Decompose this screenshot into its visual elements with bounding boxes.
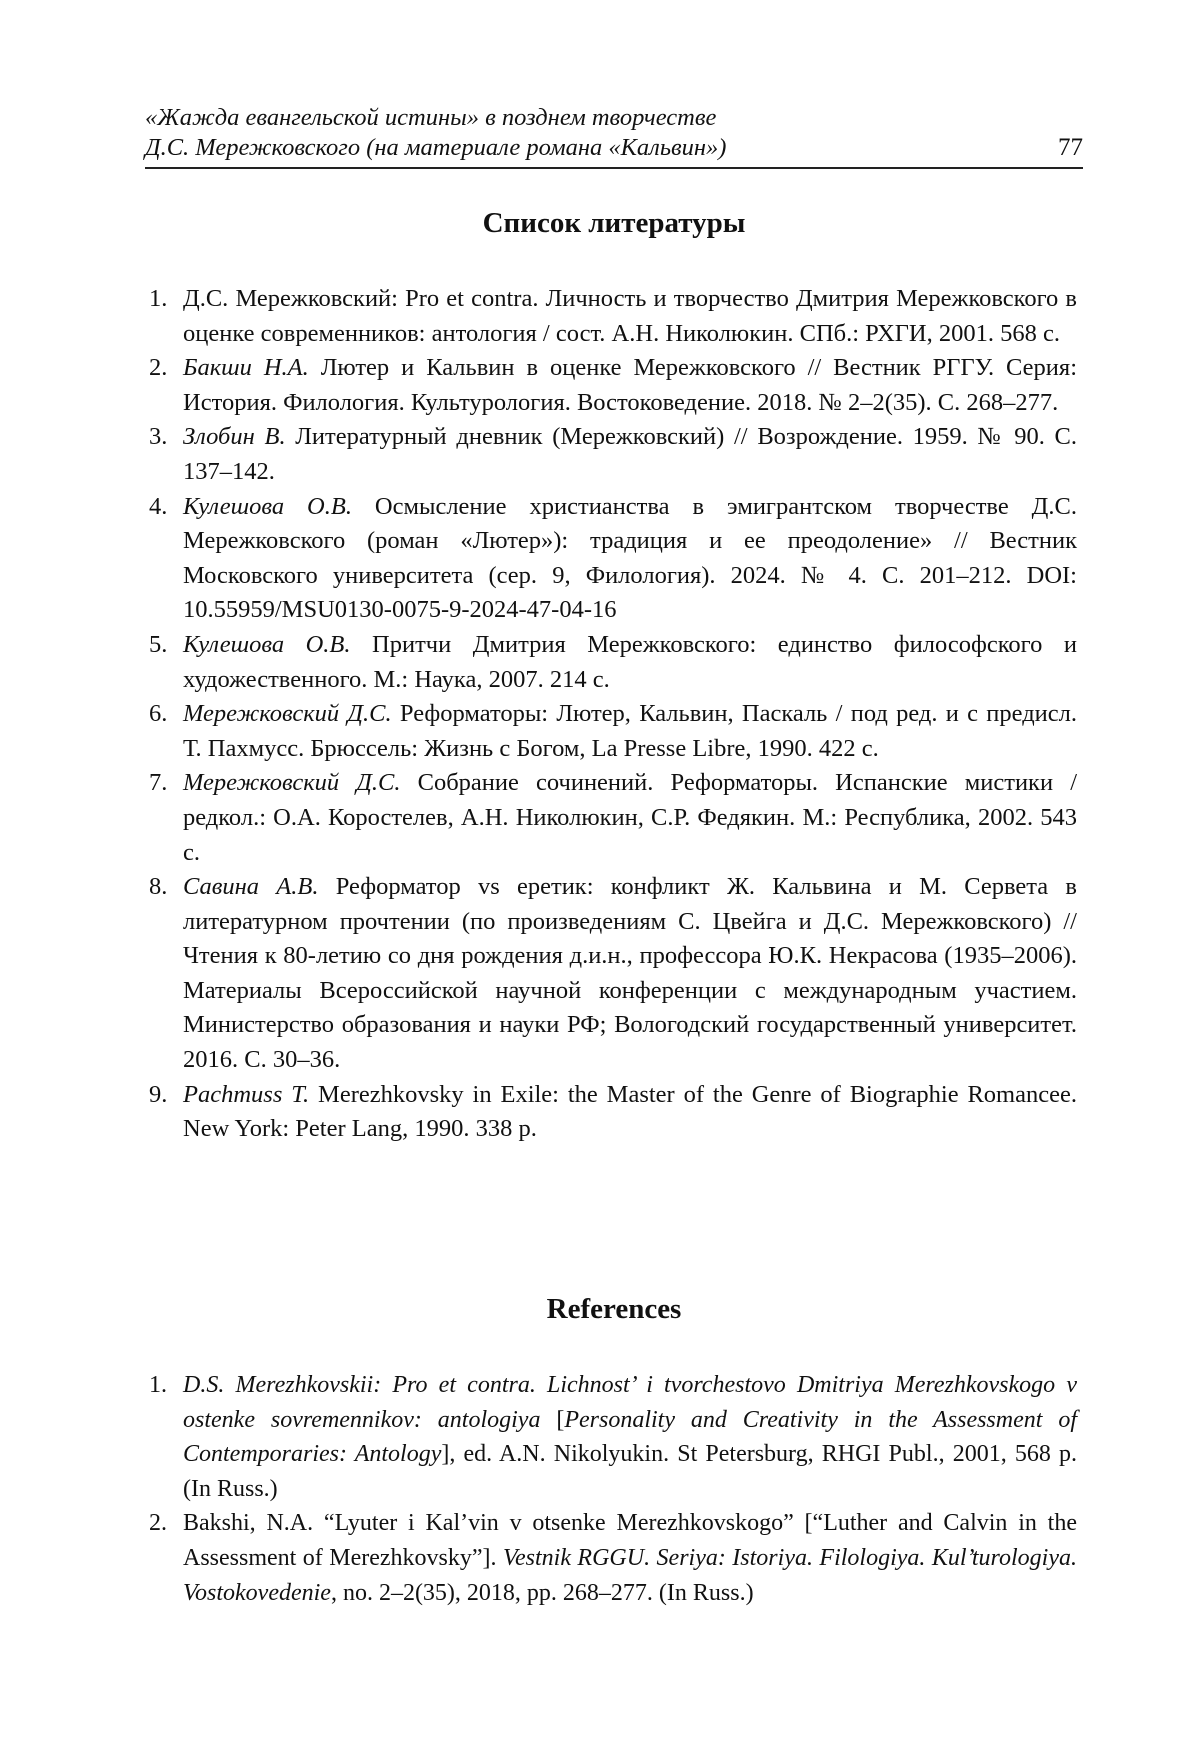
item-text: Д.С. Мережковский: Pro et contra. Личность и творчество Дмитрия Мережковского в оценке современников: антология / сост. А.Н. Николюкин. СПб.: РХГИ, 2001. 568 с. bbox=[183, 285, 1077, 347]
bibliography-list bbox=[145, 282, 1077, 1147]
item-text: Реформатор vs еретик: конфликт Ж. Кальвина и М. Сервета в литературном прочтении (по произведениям С. Цвейга и Д.С. Мережковского) // Чтения к 80-летию со дня рождения д.и.н., профессора Ю.К. Некрасова (1935–2006). Материалы Всероссийской научной конференции с международным участием. Министерство образования и науки РФ; Вологодский государственный университет. 2016. С. 30–36. bbox=[183, 873, 1077, 1074]
item-number: 2. bbox=[149, 354, 168, 382]
bibliography-item bbox=[145, 282, 1077, 351]
item-text: Осмысление христианства в эмигрантском творчестве Д.С. Мережковского (роман «Лютер»): традиция и ее преодоление» // Вестник Московского университета (сер. 9, Филология). 2024. № 4. С. 201–212. DOI: 10.55959/MSU0130-0075-9-2024-47-04-16 bbox=[183, 492, 1077, 624]
item-journal: Vestnik RGGU. Seriya: Istoriya. Filologiya. Kul’turologiya. Vostokovedenie bbox=[183, 1544, 1077, 1606]
item-text: Притчи Дмитрия Мережковского: единство философского и художественного. М.: Наука, 2007. 214 с. bbox=[183, 630, 1077, 693]
references-heading: References bbox=[546, 1293, 682, 1325]
bibliography-item bbox=[145, 1078, 1077, 1147]
item-number: 1. bbox=[149, 1372, 167, 1398]
item-number: 1. bbox=[149, 285, 168, 312]
item-number: 2. bbox=[149, 1510, 167, 1537]
item-text: Лютер и Кальвин в оценке Мережковского // Вестник РГГУ. Серия: История. Филология. Культурология. Востоковедение. 2018. № 2–2(35). С. 268–277. bbox=[183, 354, 1077, 416]
item-number: 9. bbox=[149, 1080, 168, 1108]
item-text: Реформаторы: Лютер, Кальвин, Паскаль / под ред. и с предисл. Т. Пахмусс. Брюссель: Жизнь с Богом, La Presse Libre, 1990. 422 с. bbox=[183, 700, 1078, 762]
item-text: Merezhkovsky in Exile: the Master of the Genre of Biographie Romancee. New York: Peter Lang, 1990. 338 p. bbox=[183, 1080, 1077, 1143]
bibliography-item bbox=[145, 420, 1077, 489]
item-number: 8. bbox=[149, 873, 168, 901]
item-author: Pachmuss T. bbox=[183, 1080, 310, 1108]
item-title: D.S. Merezhkovskii: Pro et contra. Lichnost’ i tvorchestovo Dmitriya Merezhkovskogo v ostenke sovremennikov: antologiya bbox=[183, 1372, 1077, 1433]
reference-item bbox=[145, 1506, 1077, 1610]
item-author: Злобин В. bbox=[183, 423, 286, 451]
bibliography-item bbox=[145, 766, 1077, 870]
running-header-title-line-2: Д.С. Мережковского (на материале романа «Кальвин») bbox=[145, 134, 727, 161]
item-author: Бакши Н.А. bbox=[183, 354, 309, 382]
item-text: Собрание сочинений. Реформаторы. Испанские мистики / редкол.: О.А. Коростелев, А.Н. Николюкин, С.Р. Федякин. М.: Республика, 2002. 543 с. bbox=[183, 769, 1078, 866]
item-author: Кулешова О.В. bbox=[183, 630, 351, 658]
item-number: 6. bbox=[149, 700, 168, 728]
item-author: Мережковский Д.С. bbox=[183, 769, 401, 797]
item-lead: Bakshi, N.A. “Lyuter i Kal’vin v otsenke Merezhkovskogo” [“Luther and Calvin in the Assessment of Merezhkovsky”]. bbox=[183, 1510, 1077, 1571]
page-number: 77 bbox=[1058, 134, 1083, 161]
references-list bbox=[145, 1368, 1077, 1610]
item-text: , no. 2–2(35), 2018, pp. 268–277. (In Russ.) bbox=[330, 1579, 754, 1606]
item-text: ], ed. A.N. Nikolyukin. St Petersburg, RHGI Publ., 2001, 568 p. (In Russ.) bbox=[183, 1441, 1077, 1502]
item-number: 5. bbox=[149, 630, 168, 658]
running-header-title-line-1: «Жажда евангельской истины» в позднем творчестве bbox=[145, 104, 717, 131]
bibliography-heading: Список литературы bbox=[482, 207, 746, 239]
bibliography-item bbox=[145, 697, 1077, 766]
item-author: Мережковский Д.С. bbox=[183, 700, 392, 728]
bibliography-item bbox=[145, 628, 1077, 697]
item-bracket: [ bbox=[540, 1406, 565, 1433]
bibliography-item bbox=[145, 490, 1077, 628]
item-text: Литературный дневник (Мережковский) // Возрождение. 1959. № 90. С. 137–142. bbox=[183, 423, 1078, 485]
running-header bbox=[145, 103, 1083, 169]
reference-item bbox=[145, 1368, 1077, 1506]
bibliography-item bbox=[145, 870, 1077, 1078]
item-number: 3. bbox=[149, 423, 168, 451]
item-author: Савина А.В. bbox=[183, 873, 319, 901]
item-author: Кулешова О.В. bbox=[183, 492, 352, 520]
item-translation: Personality and Creativity in the Assessment of Contemporaries: Antology bbox=[183, 1406, 1077, 1468]
item-number: 7. bbox=[149, 769, 168, 797]
bibliography-item bbox=[145, 351, 1077, 420]
item-number: 4. bbox=[149, 492, 168, 520]
